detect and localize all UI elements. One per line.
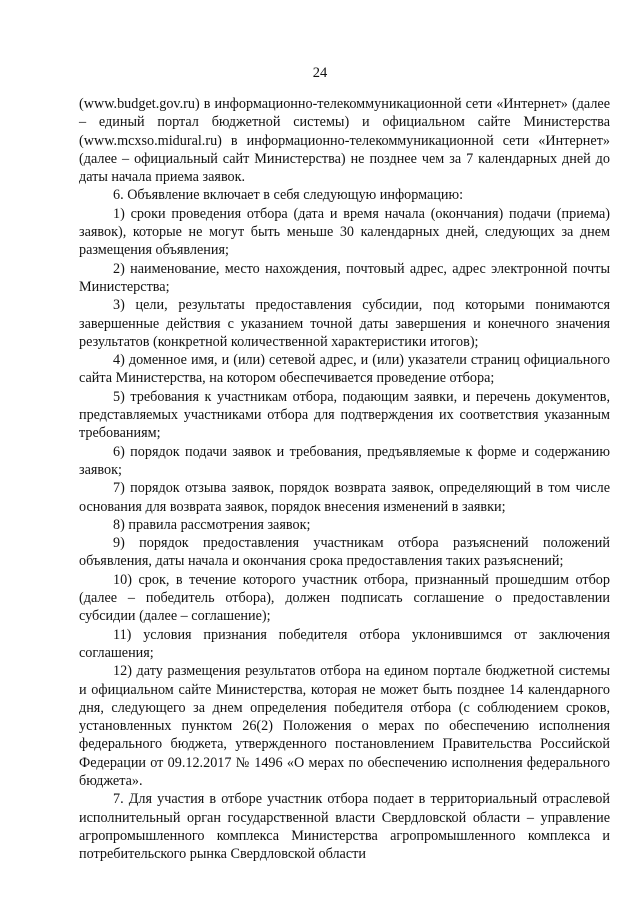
paragraph-item-6: 6. Объявление включает в себя следующую информацию: [113,187,464,204]
document-body [79,95,610,863]
paragraph-subitem-4: 4) доменное имя, и (или) сетевой адрес, и (или) указатели страниц официального сайта Министерства, на котором обеспечивается проведение отбора; [79,352,610,387]
paragraph-subitem-10: 10) срок, в течение которого участник отбора, признанный прошедшим отбор (далее – победитель отбора), должен подписать соглашение о предоставлении субсидии (далее – соглашение); [79,571,610,625]
page-number: 24 [312,65,328,81]
paragraph-intro: (www.budget.gov.ru) в информационно-телекоммуникационной сети «Интернет» (далее – единый портал бюджетной системы) и официальном сайте Министерства (www.mcxso.midural.ru) в информационно-телекоммуникационной сети «Интернет» (далее – официальный сайт Министерства) не позднее чем за 7 календарных дней до даты начала приема заявок. [79,96,610,186]
paragraph-item-7: 7. Для участия в отборе участник отбора подает в территориальный отраслевой исполнительный орган государственной власти Свердловской области – управление агропромышленного комплекса Министерства агропромышленного комплекса и потребительского рынка Свердловской области [79,791,610,863]
paragraph-subitem-8: 8) правила рассмотрения заявок; [113,516,311,533]
paragraph-subitem-3: 3) цели, результаты предоставления субсидии, под которыми понимаются завершенные действия с указанием точной даты завершения и конечного значения результатов (конкретной количественной характеристики итогов); [79,297,610,350]
paragraph-subitem-1: 1) сроки проведения отбора (дата и время начала (окончания) подачи (приема) заявок), которые не могут быть меньше 30 календарных дней, следующих за днем размещения объявления; [79,205,610,259]
paragraph-subitem-12: 12) дату размещения результатов отбора на едином портале бюджетной системы и официальном сайте Министерства, которая не может быть позднее 14 календарного дня, следующего за днем определения победителя отбора (с соблюдением сроков, установленных пунктом 26(2) Положения о мерах по обеспечению исполнения федерального бюджета, утвержденного постановлением Правительства Российской Федерации от 09.12.2017 № 1496 «О мерах по обеспечению исполнения федерального бюджета». [79,663,610,789]
paragraph-subitem-7: 7) порядок отзыва заявок, порядок возврата заявок, определяющий в том числе основания для возврата заявок, порядок внесения изменений в заявки; [79,480,610,515]
paragraph-subitem-5: 5) требования к участникам отбора, подающим заявки, и перечень документов, представляемых участниками отбора для подтверждения их соответствия указанным требованиям; [79,388,610,442]
paragraph-subitem-6: 6) порядок подачи заявок и требования, предъявляемые к форме и содержанию заявок; [79,443,610,478]
paragraph-subitem-2: 2) наименование, место нахождения, почтовый адрес, адрес электронной почты Министерства; [79,260,610,295]
paragraph-subitem-11: 11) условия признания победителя отбора уклонившимся от заключения соглашения; [79,626,610,661]
paragraph-subitem-9: 9) порядок предоставления участникам отбора разъяснений положений объявления, даты начала и окончания срока предоставления таких разъяснений; [79,535,610,570]
